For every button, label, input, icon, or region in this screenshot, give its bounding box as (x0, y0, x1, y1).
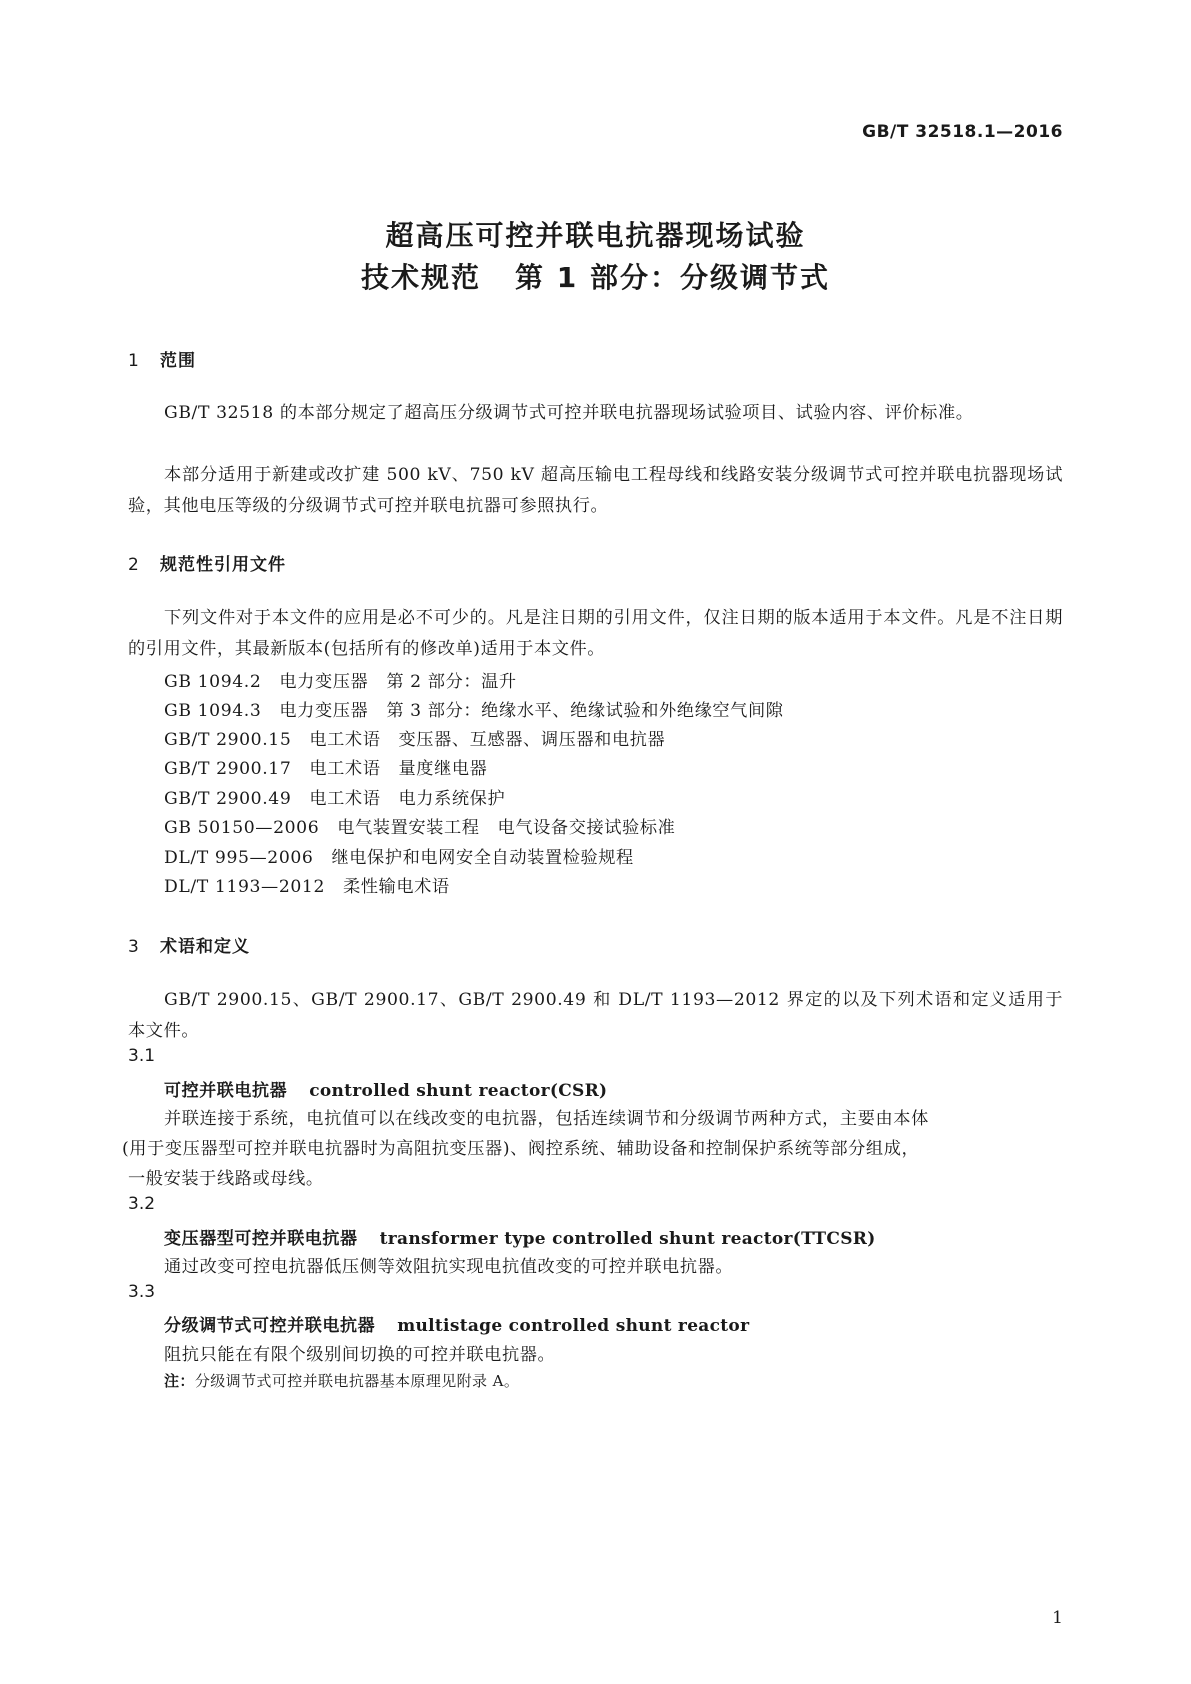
title-part-a: 技术规范 (361, 261, 482, 294)
section-number: 1 (128, 351, 140, 371)
definition-line: 并联连接于系统，电抗值可以在线改变的电抗器，包括连续调节和分级调节两种方式，主要由本体 (164, 1109, 929, 1129)
reference-title: 电工术语 (309, 759, 381, 779)
reference-title: 电工术语 (309, 730, 381, 750)
scope-paragraph-1: GB/T 32518 的本部分规定了超高压分级调节式可控并联电抗器现场试验项目、试验内容、评价标准。 (164, 403, 974, 423)
reference-doc-number: GB 50150—2006 (164, 818, 320, 838)
note-text: 分级调节式可控并联电抗器基本原理见附录 A。 (194, 1372, 520, 1390)
definition-line: 一般安装于线路或母线。 (128, 1169, 324, 1189)
reference-title: 继电保护和电网安全自动装置检验规程 (331, 848, 634, 868)
section-title: 术语和定义 (160, 937, 250, 957)
normative-refs-intro: 下列文件对于本文件的应用是必不可少的。凡是注日期的引用文件，仅注日期的版本适用于本文件。凡是不注日期的引用文件，其最新版本(包括所有的修改单)适用于本文件。 (128, 608, 1063, 659)
term-english: controlled shunt reactor(CSR) (309, 1081, 608, 1101)
term-heading (164, 1076, 607, 1101)
reference-subtitle: 变压器、互感器、调压器和电抗器 (398, 730, 666, 750)
definition-line: 通过改变可控电抗器低压侧等效阻抗实现电抗值改变的可控并联电抗器。 (164, 1257, 734, 1277)
clause-number: 3.1 (128, 1046, 156, 1066)
section-title: 范围 (160, 351, 196, 371)
clause-number: 3.2 (128, 1194, 156, 1214)
clause-number: 3.3 (128, 1282, 156, 1302)
document-title-line1: 超高压可控并联电抗器现场试验 (385, 219, 806, 252)
reference-subtitle: 量度继电器 (398, 759, 488, 779)
title-part-b: 第 1 部分：分级调节式 (515, 261, 830, 294)
reference-item (164, 725, 665, 750)
reference-item (164, 843, 634, 868)
reference-subtitle: 电气设备交接试验标准 (497, 818, 676, 838)
reference-doc-number: DL/T 1193—2012 (164, 877, 325, 897)
document-title-line2 (0, 256, 1191, 296)
reference-subtitle: 第 2 部分：温升 (386, 672, 517, 692)
reference-doc-number: GB 1094.3 (164, 701, 262, 721)
reference-doc-number: GB 1094.2 (164, 672, 262, 692)
reference-title: 电力变压器 (279, 701, 369, 721)
term-heading (164, 1311, 749, 1336)
note (164, 1370, 519, 1391)
reference-title: 电气装置安装工程 (337, 818, 480, 838)
reference-title: 柔性输电术语 (342, 877, 450, 897)
reference-item (164, 667, 517, 692)
reference-item (164, 813, 675, 838)
reference-subtitle: 电力系统保护 (398, 789, 506, 809)
term-heading (164, 1224, 876, 1249)
terms-intro: GB/T 2900.15、GB/T 2900.17、GB/T 2900.49 和 DL/T 1193—2012 界定的以及下列术语和定义适用于本文件。 (128, 990, 1063, 1041)
reference-item (164, 754, 487, 779)
reference-item (164, 872, 450, 897)
reference-doc-number: GB/T 2900.15 (164, 730, 292, 750)
reference-title: 电力变压器 (279, 672, 369, 692)
definition-line: 阻抗只能在有限个级别间切换的可控并联电抗器。 (164, 1345, 556, 1365)
section-title: 规范性引用文件 (160, 555, 286, 575)
reference-item (164, 696, 784, 721)
section-1-heading (128, 346, 196, 371)
reference-doc-number: GB/T 2900.17 (164, 759, 292, 779)
definition-line: (用于变压器型可控并联电抗器时为高阻抗变压器)、阀控系统、辅助设备和控制保护系统等部分组成， (122, 1139, 920, 1159)
reference-subtitle: 第 3 部分：绝缘水平、绝缘试验和外绝缘空气间隙 (386, 701, 784, 721)
section-number: 3 (128, 937, 140, 957)
term-chinese: 变压器型可控并联电抗器 (164, 1229, 358, 1249)
reference-doc-number: GB/T 2900.49 (164, 789, 292, 809)
section-number: 2 (128, 555, 140, 575)
section-3-heading (128, 932, 250, 957)
reference-doc-number: DL/T 995—2006 (164, 848, 314, 868)
note-label: 注： (164, 1372, 195, 1390)
term-chinese: 可控并联电抗器 (164, 1081, 288, 1101)
section-2-heading (128, 550, 286, 575)
reference-item (164, 784, 505, 809)
standard-code: GB/T 32518.1—2016 (862, 122, 1063, 142)
page-number: 1 (1052, 1608, 1063, 1628)
reference-title: 电工术语 (309, 789, 381, 809)
term-chinese: 分级调节式可控并联电抗器 (164, 1316, 376, 1336)
term-english: multistage controlled shunt reactor (397, 1316, 750, 1336)
term-english: transformer type controlled shunt reactor(TTCSR) (379, 1229, 876, 1249)
scope-paragraph-2: 本部分适用于新建或改扩建 500 kV、750 kV 超高压输电工程母线和线路安装分级调节式可控并联电抗器现场试验，其他电压等级的分级调节式可控并联电抗器可参照执行。 (128, 465, 1063, 516)
